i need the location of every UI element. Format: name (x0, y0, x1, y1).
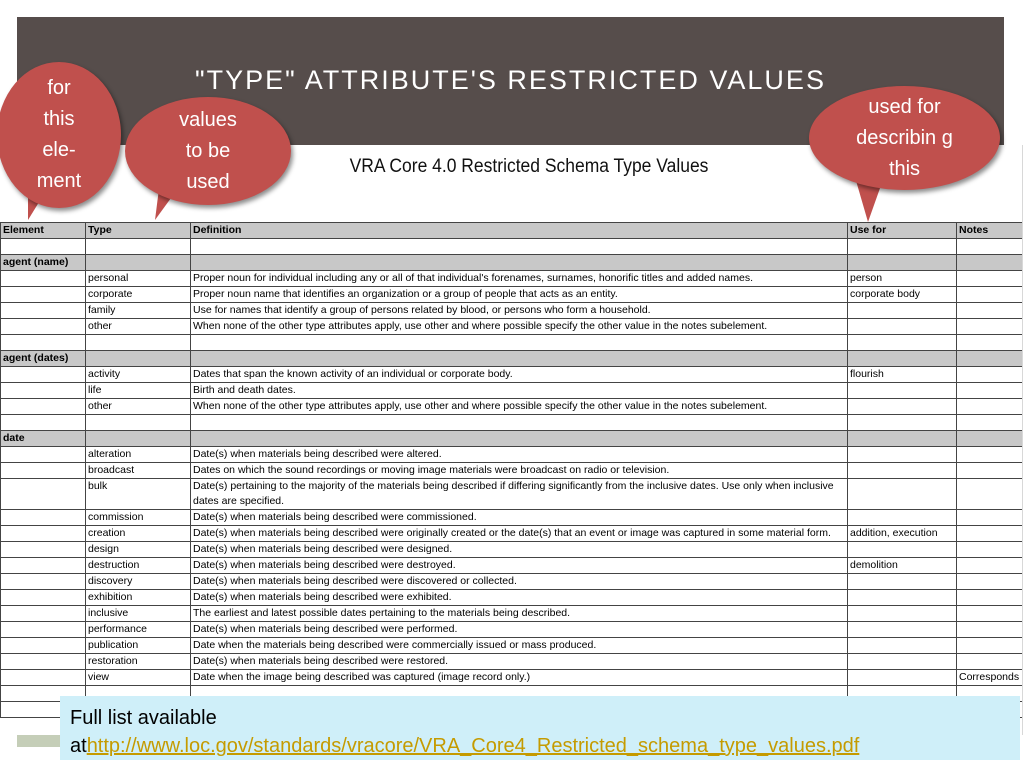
cell-type: view (86, 670, 191, 686)
cell-notes (957, 606, 1024, 622)
table-row (1, 319, 1024, 335)
cell-element (1, 463, 86, 479)
cell-definition: Date(s) when materials being described were restored. (191, 654, 848, 670)
cell-element (1, 303, 86, 319)
cell-type (86, 255, 191, 271)
cell-use-for (848, 319, 957, 335)
cell-element (1, 383, 86, 399)
cell-notes (957, 351, 1024, 367)
cell-use-for (848, 431, 957, 447)
cell-definition (191, 255, 848, 271)
table-group-row (1, 431, 1024, 447)
cell-use-for (848, 383, 957, 399)
table-row (1, 367, 1024, 383)
cell-element: date (1, 431, 86, 447)
cell-type: corporate (86, 287, 191, 303)
table-row (1, 479, 1024, 510)
cell-use-for (848, 415, 957, 431)
callout-use-for-text: used for describin g this (856, 95, 953, 180)
document-image (0, 145, 1023, 735)
cell-type: family (86, 303, 191, 319)
cell-definition (191, 239, 848, 255)
cell-notes (957, 638, 1024, 654)
cell-definition: Proper noun for individual including any or all of that individual's forenames, surnames, honorific titles and added names. (191, 271, 848, 287)
cell-element (1, 271, 86, 287)
cell-use-for (848, 670, 957, 686)
cell-definition: Date(s) pertaining to the majority of the materials being described if differing significantly from the inclusive dates. Use only when inclusive dates are specified. (191, 479, 848, 510)
cell-notes (957, 383, 1024, 399)
cell-element (1, 670, 86, 686)
table-row (1, 606, 1024, 622)
cell-type: bulk (86, 479, 191, 510)
cell-definition: Date(s) when materials being described were discovered or collected. (191, 574, 848, 590)
cell-definition: Date(s) when materials being described were designed. (191, 542, 848, 558)
cell-use-for (848, 654, 957, 670)
cell-use-for (848, 255, 957, 271)
table-body (1, 239, 1024, 718)
table-row (1, 335, 1024, 351)
callout-type (125, 97, 291, 205)
cell-type: publication (86, 638, 191, 654)
table-row (1, 287, 1024, 303)
cell-notes (957, 447, 1024, 463)
cell-type: creation (86, 526, 191, 542)
cell-use-for: demolition (848, 558, 957, 574)
cell-use-for (848, 638, 957, 654)
cell-definition: When none of the other type attributes apply, use other and where possible specify the other value in the notes subelement. (191, 319, 848, 335)
cell-element (1, 654, 86, 670)
cell-use-for (848, 447, 957, 463)
cell-definition: Dates on which the sound recordings or moving image materials were broadcast on radio or television. (191, 463, 848, 479)
cell-use-for (848, 542, 957, 558)
cell-use-for: flourish (848, 367, 957, 383)
slide-accent-strip (17, 735, 60, 747)
table-row (1, 590, 1024, 606)
cell-definition: Birth and death dates. (191, 383, 848, 399)
cell-element (1, 574, 86, 590)
cell-type (86, 239, 191, 255)
cell-definition: Date(s) when materials being described were performed. (191, 622, 848, 638)
footnote-prefix: Full list available at (70, 707, 217, 757)
table-row (1, 558, 1024, 574)
header-notes: Notes (957, 223, 1024, 239)
cell-type: personal (86, 271, 191, 287)
cell-notes (957, 271, 1024, 287)
cell-definition: Date(s) when materials being described were altered. (191, 447, 848, 463)
footnote-box (60, 696, 1020, 760)
header-type: Type (86, 223, 191, 239)
callout-element (0, 62, 121, 208)
cell-type: destruction (86, 558, 191, 574)
type-values-table (0, 222, 1023, 718)
table-row (1, 383, 1024, 399)
table-row (1, 526, 1024, 542)
cell-element (1, 239, 86, 255)
cell-type: discovery (86, 574, 191, 590)
cell-use-for (848, 351, 957, 367)
table-row (1, 463, 1024, 479)
cell-notes (957, 287, 1024, 303)
cell-definition: Date(s) when materials being described were destroyed. (191, 558, 848, 574)
cell-element (1, 590, 86, 606)
cell-element (1, 606, 86, 622)
cell-element (1, 335, 86, 351)
cell-notes (957, 239, 1024, 255)
cell-type: restoration (86, 654, 191, 670)
cell-use-for (848, 606, 957, 622)
cell-use-for (848, 239, 957, 255)
header-definition: Definition (191, 223, 848, 239)
cell-element (1, 510, 86, 526)
cell-use-for (848, 303, 957, 319)
table-row (1, 574, 1024, 590)
table-row (1, 447, 1024, 463)
cell-use-for (848, 399, 957, 415)
cell-definition: Date when the materials being described were commercially issued or mass produced. (191, 638, 848, 654)
cell-type: activity (86, 367, 191, 383)
cell-use-for (848, 335, 957, 351)
cell-element (1, 415, 86, 431)
cell-element (1, 638, 86, 654)
cell-notes (957, 510, 1024, 526)
cell-use-for: corporate body (848, 287, 957, 303)
cell-type (86, 431, 191, 447)
cell-element (1, 622, 86, 638)
cell-notes (957, 335, 1024, 351)
cell-element (1, 367, 86, 383)
table-row (1, 622, 1024, 638)
cell-definition: Date(s) when materials being described were originally created or the date(s) that an event or image was captured in some material form. (191, 526, 848, 542)
table-row (1, 654, 1024, 670)
header-element: Element (1, 223, 86, 239)
footnote-link[interactable]: http://www.loc.gov/standards/vracore/VRA_Core4_Restricted_schema_type_values.pdf (86, 735, 860, 757)
cell-type: other (86, 319, 191, 335)
cell-type: broadcast (86, 463, 191, 479)
cell-element (1, 558, 86, 574)
cell-notes (957, 415, 1024, 431)
cell-element (1, 399, 86, 415)
cell-definition: Date(s) when materials being described were exhibited. (191, 590, 848, 606)
cell-use-for (848, 463, 957, 479)
table-group-row (1, 351, 1024, 367)
callout-type-text: values to be used (179, 108, 237, 193)
cell-notes (957, 654, 1024, 670)
cell-type (86, 335, 191, 351)
slide-title: "TYPE" ATTRIBUTE'S RESTRICTED VALUES (195, 65, 826, 95)
cell-type (86, 351, 191, 367)
cell-type: design (86, 542, 191, 558)
cell-definition: Date when the image being described was captured (image record only.) (191, 670, 848, 686)
table-row (1, 239, 1024, 255)
cell-element (1, 319, 86, 335)
cell-type: alteration (86, 447, 191, 463)
cell-notes (957, 367, 1024, 383)
cell-notes (957, 255, 1024, 271)
table-row (1, 303, 1024, 319)
cell-notes: Corresponds (957, 670, 1024, 686)
cell-definition: When none of the other type attributes apply, use other and where possible specify the other value in the notes subelement. (191, 399, 848, 415)
cell-use-for (848, 574, 957, 590)
table-row (1, 638, 1024, 654)
cell-notes (957, 558, 1024, 574)
table-row (1, 542, 1024, 558)
document-title: VRA Core 4.0 Restricted Schema Type Values (349, 156, 709, 177)
cell-notes (957, 319, 1024, 335)
cell-definition: Dates that span the known activity of an individual or corporate body. (191, 367, 848, 383)
cell-notes (957, 399, 1024, 415)
cell-type: commission (86, 510, 191, 526)
cell-notes (957, 590, 1024, 606)
cell-definition: The earliest and latest possible dates pertaining to the materials being described. (191, 606, 848, 622)
cell-notes (957, 431, 1024, 447)
cell-use-for (848, 510, 957, 526)
cell-definition (191, 351, 848, 367)
cell-type: life (86, 383, 191, 399)
table-row (1, 510, 1024, 526)
table-row (1, 670, 1024, 686)
callout-use-for (809, 86, 1000, 190)
cell-type (86, 415, 191, 431)
cell-element: agent (dates) (1, 351, 86, 367)
table-group-row (1, 255, 1024, 271)
table-row (1, 399, 1024, 415)
cell-notes (957, 622, 1024, 638)
cell-use-for (848, 590, 957, 606)
callout-element-text: for this ele- ment (36, 77, 82, 192)
cell-definition (191, 415, 848, 431)
cell-notes (957, 526, 1024, 542)
cell-element (1, 287, 86, 303)
cell-notes (957, 479, 1024, 510)
cell-type: other (86, 399, 191, 415)
cell-notes (957, 303, 1024, 319)
cell-use-for: addition, execution (848, 526, 957, 542)
table-row (1, 271, 1024, 287)
cell-use-for (848, 479, 957, 510)
cell-element (1, 526, 86, 542)
cell-definition (191, 335, 848, 351)
table-row (1, 415, 1024, 431)
cell-use-for: person (848, 271, 957, 287)
cell-element (1, 479, 86, 510)
cell-definition: Date(s) when materials being described were commissioned. (191, 510, 848, 526)
cell-definition (191, 431, 848, 447)
cell-element (1, 542, 86, 558)
cell-notes (957, 542, 1024, 558)
cell-type: performance (86, 622, 191, 638)
cell-type: exhibition (86, 590, 191, 606)
cell-notes (957, 574, 1024, 590)
cell-definition: Use for names that identify a group of persons related by blood, or persons who form a household. (191, 303, 848, 319)
cell-definition: Proper noun name that identifies an organization or a group of people that acts as an entity. (191, 287, 848, 303)
cell-use-for (848, 622, 957, 638)
cell-notes (957, 463, 1024, 479)
cell-element (1, 447, 86, 463)
header-use-for: Use for (848, 223, 957, 239)
cell-element: agent (name) (1, 255, 86, 271)
cell-type: inclusive (86, 606, 191, 622)
